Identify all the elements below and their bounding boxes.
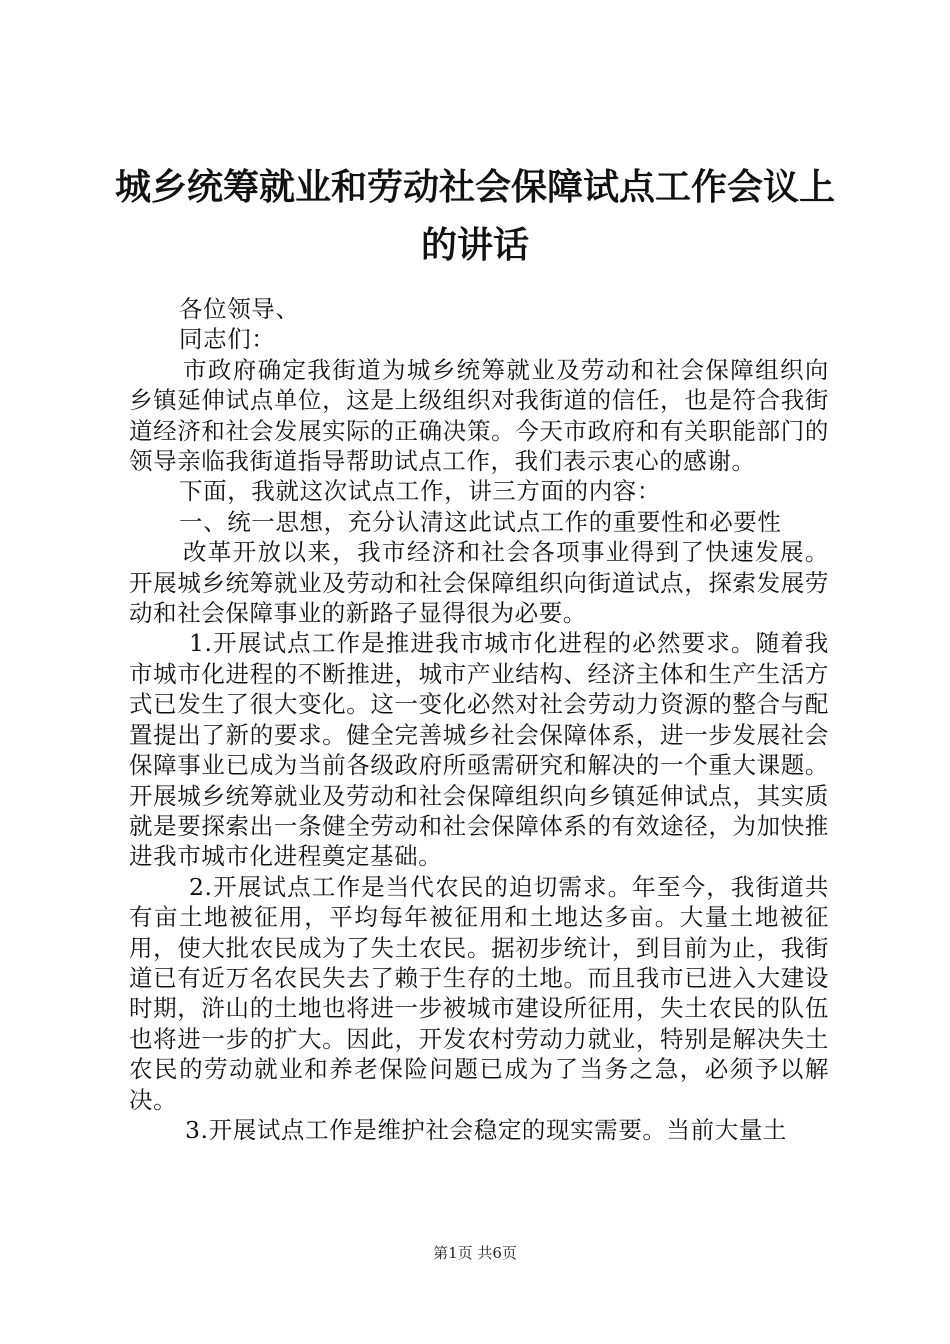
body-paragraph: 市政府确定我街道为城乡统筹就业及劳动和社会保障组织向乡镇延伸试点单位，这是上级组织对我街道的信任，也是符合我街道经济和社会发展实际的正确决策。今天市政府和有关职能部门的领导亲临我街道指导帮助试点工作，我们表示衷心的感谢。 (129, 355, 829, 476)
body-paragraph: 下面，我就这次试点工作，讲三方面的内容： (179, 477, 661, 506)
greeting-line: 各位领导、 (179, 295, 300, 323)
body-paragraph: 3.开展试点工作是维护社会稳定的现实需要。当前大量土 (185, 1115, 788, 1144)
document-title: 城乡统筹就业和劳动社会保障试点工作会议上的讲话 (114, 166, 835, 266)
page-number: 第1页 共6页 (433, 1244, 517, 1262)
body-paragraph: 2.开展试点工作是当代农民的迫切需求。年至今，我街道共有亩土地被征用，平均每年被征用和土地达多亩。大量土地被征用，使大批农民成为了失土农民。据初步统计，到目前为止，我街道已有近万名农民失去了赖于生存的土地。而且我市已进入大建设时期，浒山的土地也将进一步被城市建设所征用，失土农民的队伍也将进一步的扩大。因此，开发农村劳动力就业，特别是解决失土农民的劳动就业和养老保险问题已成为了当务之急，必须予以解决。 (129, 872, 829, 1114)
body-paragraph: 1.开展试点工作是推进我市城市化进程的必然要求。随着我市城市化进程的不断推进，城市产业结构、经济主体和生产生活方式已发生了很大变化。这一变化必然对社会劳动力资源的整合与配置提出了新的要求。健全完善城乡社会保障体系，进一步发展社会保障事业已成为当前各级政府所亟需研究和解决的一个重大课题。开展城乡统筹就业及劳动和社会保障组织向乡镇延伸试点，其实质就是要探索出一条健全劳动和社会保障体系的有效途径，为加快推进我市城市化进程奠定基础。 (129, 629, 829, 871)
body-paragraph: 改革开放以来，我市经济和社会各项事业得到了快速发展。开展城乡统筹就业及劳动和社会保障组织向街道试点，探索发展劳动和社会保障事业的新路子显得很为必要。 (129, 538, 829, 628)
greeting-line: 同志们： (179, 325, 276, 354)
document-body (129, 294, 829, 1145)
section-heading: 一、统一思想，充分认清这此试点工作的重要性和必要性 (179, 507, 782, 536)
